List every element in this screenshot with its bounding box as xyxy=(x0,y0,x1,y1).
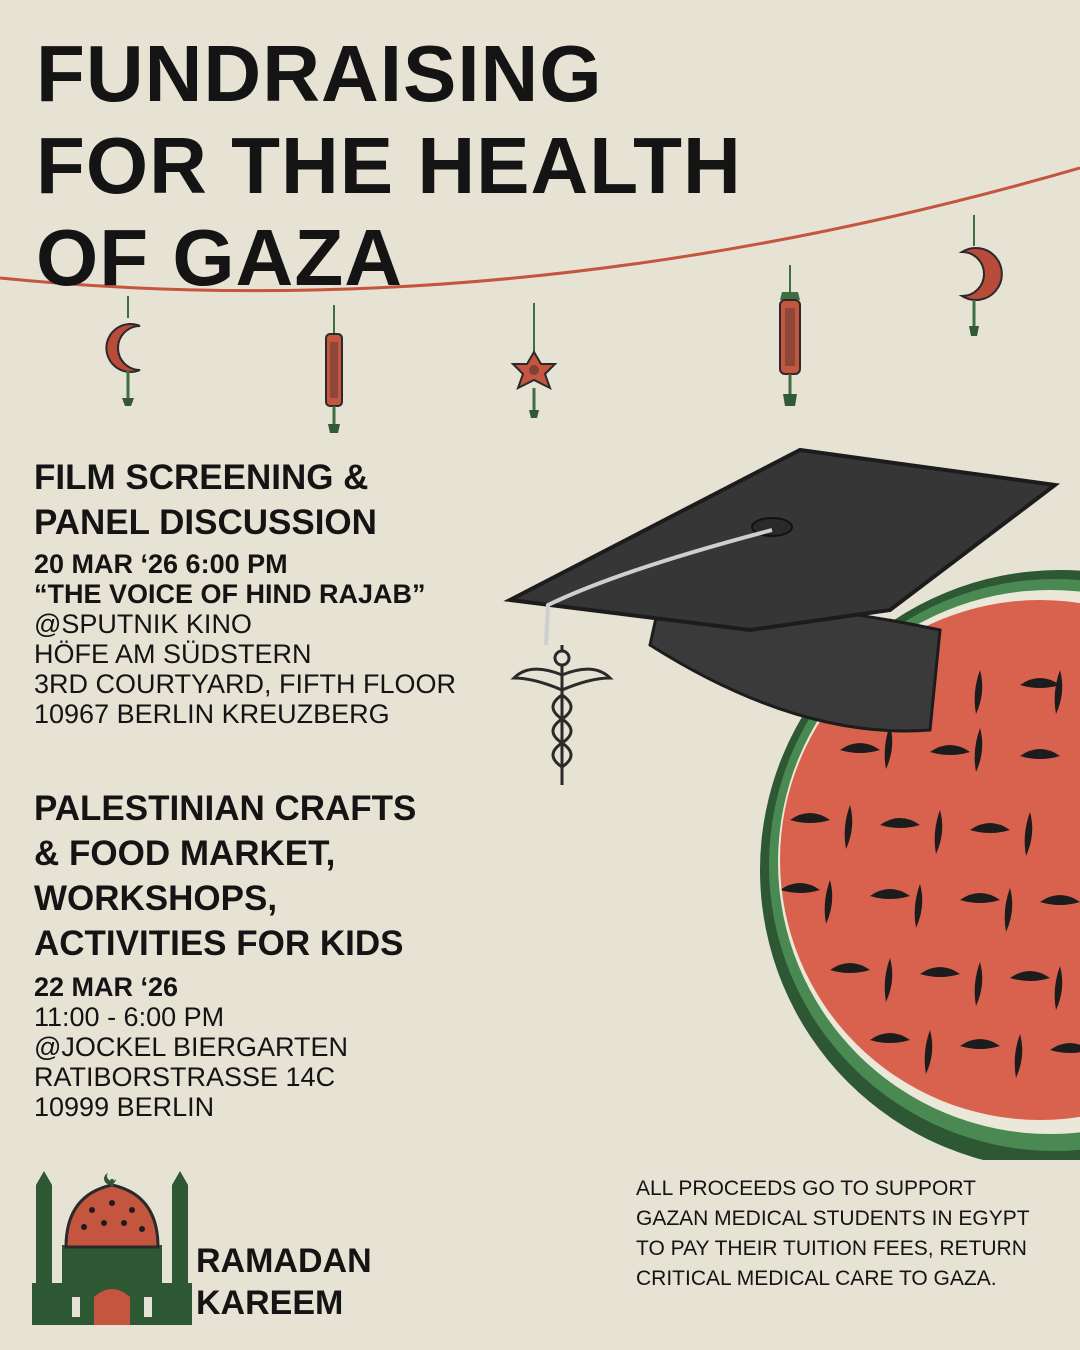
mosque-icon xyxy=(32,1165,192,1325)
crescent-lantern-icon xyxy=(962,215,1002,336)
event-time: 11:00 - 6:00 PM xyxy=(34,1002,225,1032)
event-address: HÖFE AM SÜDSTERN xyxy=(34,639,312,669)
event-address: RATIBORSTRASSE 14C xyxy=(34,1062,336,1092)
poster-title xyxy=(36,28,742,304)
proceeds-line: CRITICAL MEDICAL CARE TO GAZA. xyxy=(636,1267,997,1290)
film-title: “THE VOICE OF HIND RAJAB” xyxy=(34,579,426,609)
event-date: 20 MAR ‘26 6:00 PM xyxy=(34,549,288,579)
title-line: FUNDRAISING xyxy=(36,29,603,118)
ramadan-greeting xyxy=(196,1240,372,1324)
event-address: 10967 BERLIN KREUZBERG xyxy=(34,699,390,729)
proceeds-note xyxy=(636,1174,1030,1294)
event-heading xyxy=(34,786,416,966)
proceeds-line: ALL PROCEEDS GO TO SUPPORT xyxy=(636,1177,976,1200)
star-lantern-icon xyxy=(513,303,555,418)
event-heading xyxy=(34,455,456,545)
event-heading-line: ACTIVITIES FOR KIDS xyxy=(34,924,404,963)
title-line: OF GAZA xyxy=(36,213,403,302)
event-heading-line: PALESTINIAN CRAFTS xyxy=(34,789,417,828)
event-date: 22 MAR ‘26 xyxy=(34,972,179,1002)
event-heading-line: FILM SCREENING & xyxy=(34,458,369,497)
proceeds-line: GAZAN MEDICAL STUDENTS IN EGYPT xyxy=(636,1207,1030,1230)
event-venue: @JOCKEL BIERGARTEN xyxy=(34,1032,348,1062)
event-heading-line: PANEL DISCUSSION xyxy=(34,503,377,542)
proceeds-line: TO PAY THEIR TUITION FEES, RETURN xyxy=(636,1237,1027,1260)
event-heading-line: & FOOD MARKET, xyxy=(34,834,336,873)
watermelon-graduation-illustration xyxy=(500,440,1080,1160)
lantern-icon xyxy=(780,265,800,406)
caduceus-icon xyxy=(514,645,610,785)
event-film-screening xyxy=(34,455,456,729)
event-address: 10999 BERLIN xyxy=(34,1092,215,1122)
event-venue: @SPUTNIK KINO xyxy=(34,609,252,639)
event-heading-line: WORKSHOPS, xyxy=(34,879,278,918)
title-line: FOR THE HEALTH xyxy=(36,121,742,210)
greeting-line: KAREEM xyxy=(196,1284,344,1322)
event-market xyxy=(34,786,416,1122)
event-address: 3RD COURTYARD, FIFTH FLOOR xyxy=(34,669,457,699)
crescent-lantern-icon xyxy=(106,296,140,406)
greeting-line: RAMADAN xyxy=(196,1242,372,1280)
lantern-icon xyxy=(326,305,342,433)
